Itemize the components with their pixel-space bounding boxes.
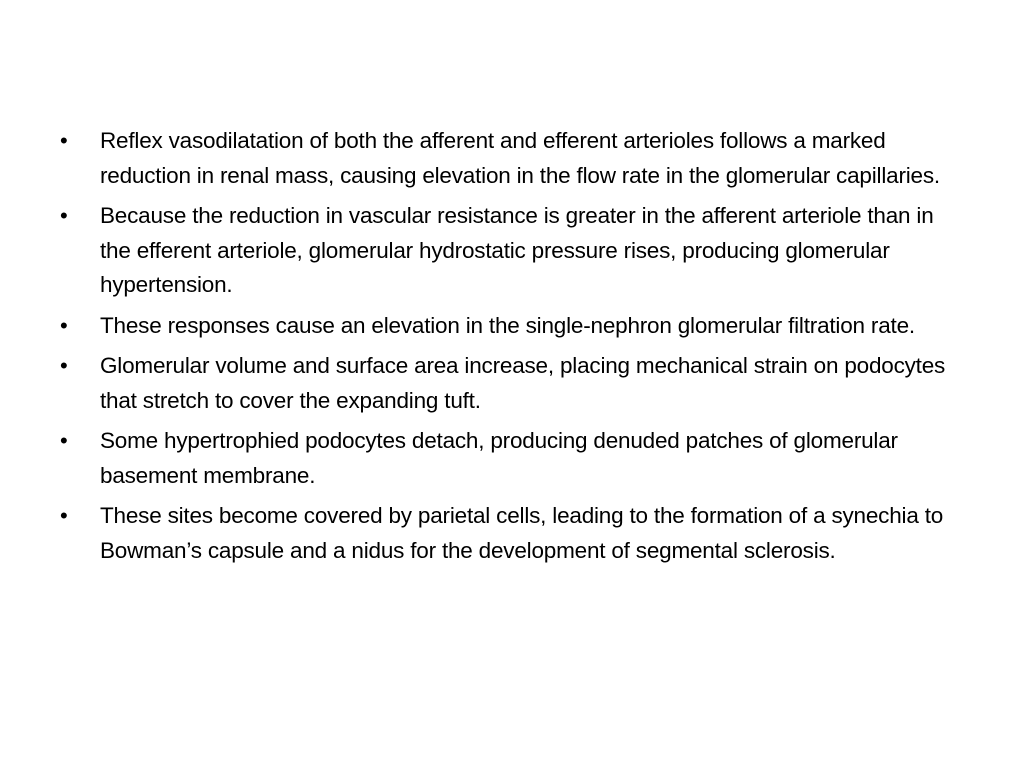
bullet-item: [58, 424, 964, 493]
bullet-text: Because the reduction in vascular resistance is greater in the afferent arteriole than in the efferent arteriole, glomerular hydrostatic pressure rises, producing glomerular hypertension.: [100, 203, 934, 297]
bullet-point-icon: •: [60, 312, 68, 338]
bullet-item: [58, 309, 964, 344]
bullet-text: Some hypertrophied podocytes detach, producing denuded patches of glomerular basement membrane.: [100, 428, 898, 488]
bullet-item: [58, 499, 964, 568]
bullet-point-icon: •: [60, 203, 68, 228]
bullet-text: Reflex vasodilatation of both the afferent and efferent arterioles follows a marked reduction in renal mass, causing elevation in the flow rate in the glomerular capillaries.: [100, 128, 940, 188]
bullet-item: [58, 349, 964, 418]
bullet-item: [58, 124, 964, 193]
bullet-item: [58, 199, 964, 303]
bullet-point-icon: •: [60, 503, 68, 528]
bullet-list: [58, 124, 964, 574]
bullet-point-icon: •: [60, 428, 68, 453]
bullet-text: Glomerular volume and surface area increase, placing mechanical strain on podocytes that stretch to cover the expanding tuft.: [100, 353, 946, 413]
bullet-point-icon: •: [60, 353, 68, 378]
bullet-point-icon: •: [60, 128, 68, 153]
bullet-text: These sites become covered by parietal cells, leading to the formation of a synechia to Bowman’s capsule and a nidus for the development of segmental sclerosis.: [100, 503, 944, 563]
bullet-text: These responses cause an elevation in the single-nephron glomerular filtration rate.: [100, 312, 915, 338]
